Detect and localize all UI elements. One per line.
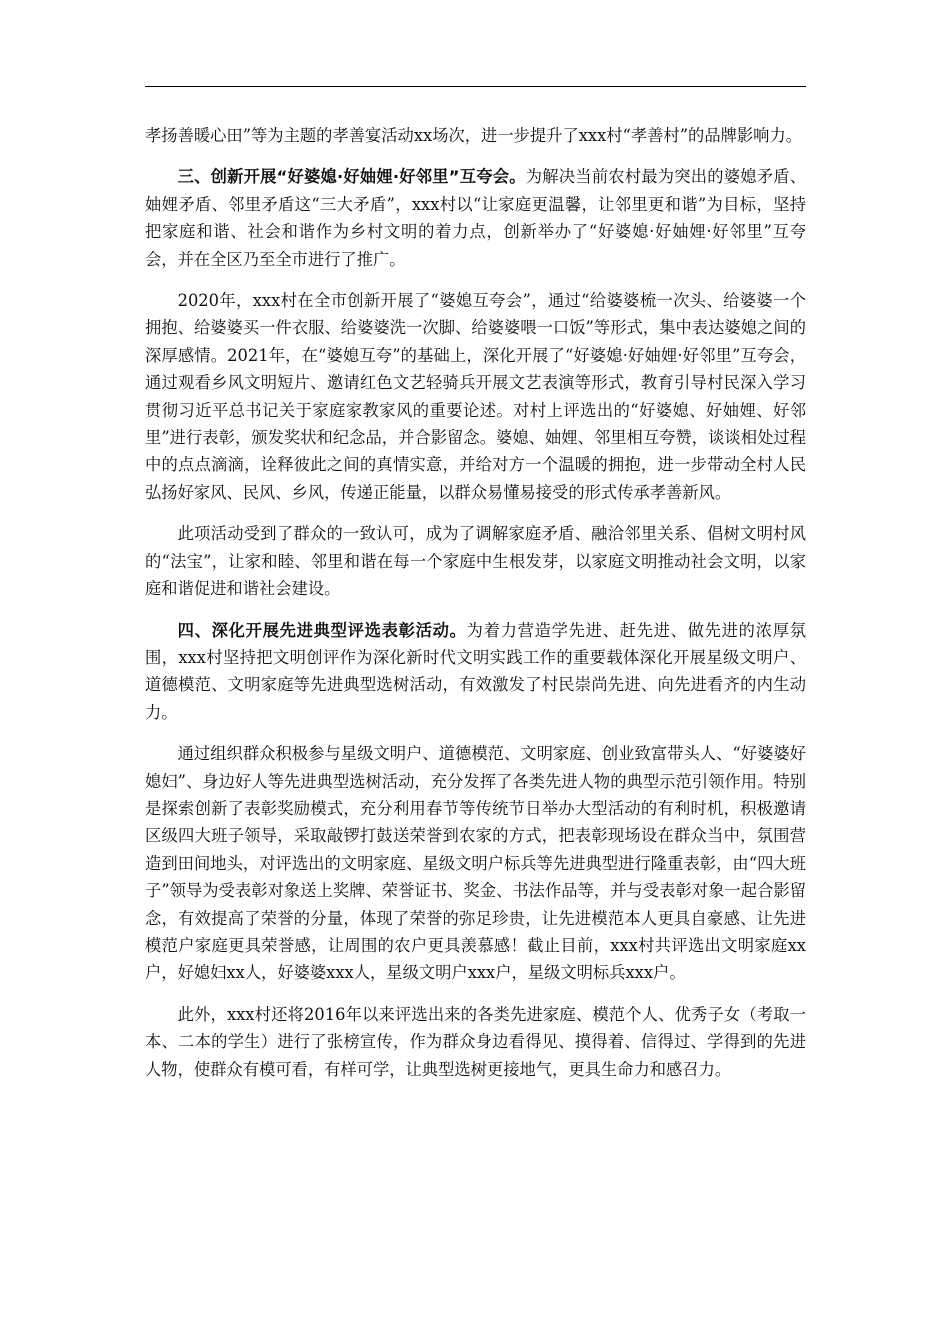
paragraph-mutual-praise: 2020年，xxx村在全市创新开展了“婆媳互夸会”，通过“给婆婆梳一次头、给婆婆一个拥抱、给婆婆买一件衣服、给婆婆洗一次脚、给婆婆喂一口饭”等形式，集中表达婆媳之间的深厚感情。2021年，在“婆媳互夸”的基础上，深化开展了“好婆媳·好妯娌·好邻里”互夸会，通过观看乡风文明短片、邀请红色文艺轻骑兵开展文艺表演等形式，教育引导村民深入学习贯彻习近平总书记关于家庭家教家风的重要论述。对村上评选出的“好婆媳、好妯娌、好邻里”进行表彰，颁发奖状和纪念品，并合影留念。婆媳、妯娌、邻里相互夸赞，谈谈相处过程中的点点滴滴，诠释彼此之间的真情实意，并给对方一个温暖的拥抱，进一步带动全村人民弘扬好家风、民风、乡风，传递正能量，以群众易懂易接受的形式传承孝善新风。 bbox=[145, 291, 806, 502]
paragraph-continued: 孝扬善暖心田”等为主题的孝善宴活动xx场次，进一步提升了xxx村“孝善村”的品牌影响力。 bbox=[145, 126, 803, 145]
paragraph-commendation: 通过组织群众积极参与星级文明户、道德模范、文明家庭、创业致富带头人、“好婆婆好媳妇”、身边好人等先进典型选树活动，充分发挥了各类先进人物的典型示范引领作用。特别是探索创新了表彰奖励模式，充分利用春节等传统节日举办大型活动的有利时机，积极邀请区级四大班子领导，采取敲锣打鼓送荣誉到农家的方式，把表彰现场设在群众当中，氛围营造到田间地头，对评选出的文明家庭、星级文明户标兵等先进典型进行隆重表彰，由“四大班子”领导为受表彰对象送上奖牌、荣誉证书、奖金、书法作品等，并与受表彰对象一起合影留念，有效提高了荣誉的分量，体现了荣誉的弥足珍贵，让先进模范本人更具自豪感、让先进模范户家庭更具荣誉感，让周围的农户更具羡慕感！截止目前，xxx村共评选出文明家庭xx户，好媳妇xx人，好婆婆xxx人，星级文明户xxx户，星级文明标兵xxx户。 bbox=[145, 744, 806, 983]
document-body bbox=[145, 122, 806, 1097]
section-four-intro: 为着力营造学先进、赶先进、做先进的浓厚氛围，xxx村坚持把文明创评作为深化新时代文明实践工作的重要载体深化开展星级文明户、道德模范、文明家庭等先进典型选树活动，有效激发了村民崇尚先进、向先进看齐的内生动力。 bbox=[145, 620, 806, 722]
section-three-intro: 为解决当前农村最为突出的婆媳矛盾、妯娌矛盾、邻里矛盾这“三大矛盾”，xxx村以“让家庭更温馨，让邻里更和谐”为目标，坚持把家庭和谐、社会和谐作为乡村文明的着力点，创新举办了“好婆媳·好妯娌·好邻里”互夸会，并在全区乃至全市进行了推广。 bbox=[145, 167, 806, 269]
paragraph-publicity: 此外，xxx村还将2016年以来评选出来的各类先进家庭、模范个人、优秀子女（考取一本、二本的学生）进行了张榜宣传，作为群众身边看得见、摸得着、信得过、学得到的先进人物，使群众有模可看，有样可学，让典型选树更接地气，更具生命力和感召力。 bbox=[145, 1004, 806, 1079]
header-rule bbox=[145, 86, 806, 87]
section-three-heading: 三、创新开展“好婆媳·好妯娌·好邻里”互夸会。 bbox=[177, 167, 526, 187]
paragraph-section-three bbox=[145, 163, 806, 273]
section-four-heading: 四、深化开展先进典型评选表彰活动。 bbox=[177, 620, 467, 640]
paragraph-recognition: 此项活动受到了群众的一致认可，成为了调解家庭矛盾、融洽邻里关系、倡树文明村风的“法宝”，让家和睦、邻里和谐在每一个家庭中生根发芽，以家庭文明推动社会文明，以家庭和谐促进和谐社会建设。 bbox=[145, 524, 806, 599]
paragraph-section-four bbox=[145, 617, 806, 727]
